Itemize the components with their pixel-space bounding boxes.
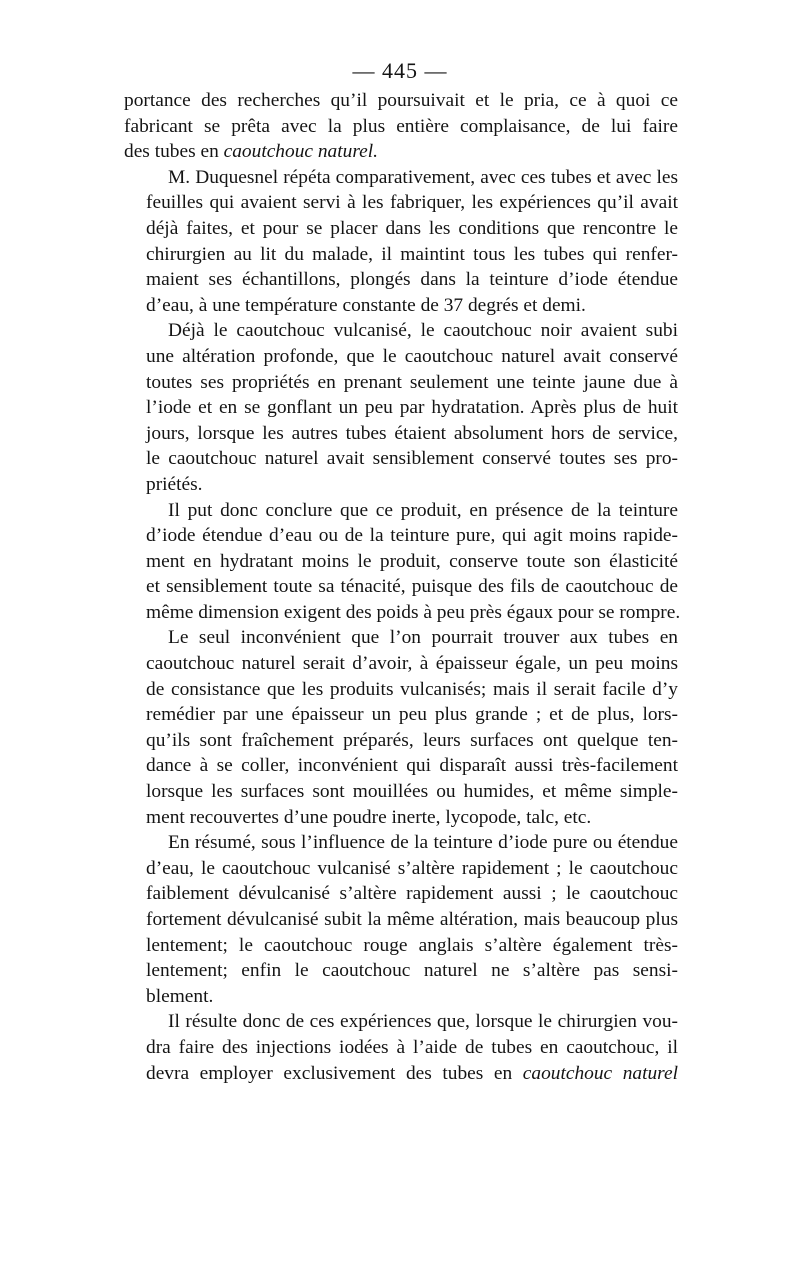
text-line: Il résulte donc de ces expériences que, lorsque le chirurgien vou-: [168, 1011, 678, 1033]
text-line: lorsque les surfaces sont mouillées ou humides, et même simple-: [146, 781, 678, 803]
text-line: l’iode et en se gonflant un peu par hydratation. Après plus de huit: [146, 397, 678, 419]
text-line: dra faire des injections iodées à l’aide de tubes en caoutchouc, il: [146, 1036, 678, 1058]
text-line: ment recouvertes d’une poudre inerte, lycopode, talc, etc.: [146, 806, 592, 828]
text-line: chirurgien au lit du malade, il maintint tous les tubes qui renfer-: [146, 243, 678, 265]
text-line: Il put donc conclure que ce produit, en présence de la teinture: [168, 499, 678, 521]
text-line: le caoutchouc naturel avait sensiblement conservé toutes ses pro-: [146, 448, 678, 470]
text-line: [124, 139, 678, 165]
paragraph-5: [124, 625, 678, 830]
paragraph-2: [124, 165, 678, 319]
text-line: portance des recherches qu’il poursuivait et le pria, ce à quoi ce: [124, 90, 678, 111]
paragraph-3: [124, 318, 678, 497]
text-line: feuilles qui avaient servi à les fabriquer, les expériences qu’il avait: [146, 192, 678, 214]
text-line: Le seul inconvénient que l’on pourrait trouver aux tubes en: [168, 627, 678, 649]
text-line: remédier par une épaisseur un peu plus grande ; et de plus, lors-: [146, 704, 678, 726]
text-line: faiblement dévulcanisé s’altère rapidement aussi ; le caoutchouc: [146, 883, 678, 905]
text-line: déjà faites, et pour se placer dans les conditions que rencontre le: [146, 217, 678, 239]
text-line: même dimension exigent des poids à peu près égaux pour se rompre.: [146, 601, 681, 623]
italic-term: caoutchouc naturel.: [223, 141, 378, 163]
text-line: [124, 1061, 678, 1087]
paragraph-1: [124, 88, 678, 165]
text-line: une altération profonde, que le caoutchouc naturel avait conservé: [146, 345, 678, 367]
text-line: de consistance que les produits vulcanisés; mais il serait facile d’y: [146, 678, 678, 700]
text-line: fortement dévulcanisé subit la même altération, mais beaucoup plus: [146, 909, 678, 930]
text-line: En résumé, sous l’influence de la teinture d’iode pure ou étendue: [168, 832, 678, 854]
paragraph-4: [124, 498, 681, 626]
text-run: devra employer exclusivement des tubes en: [146, 1062, 523, 1084]
italic-term: caoutchouc naturel: [522, 1062, 679, 1084]
text-line: priétés.: [146, 473, 203, 495]
text-line: Déjà le caoutchouc vulcanisé, le caoutchouc noir avaient subi: [168, 320, 678, 342]
body-text: [124, 88, 681, 1086]
text-line: caoutchouc naturel serait d’avoir, à épaisseur égale, un peu moins: [146, 653, 678, 675]
page-number: — 445 —: [352, 58, 448, 83]
text-line: dance à se coller, inconvénient qui disparaît aussi très-facilement: [146, 755, 678, 777]
text-line: toutes ses propriétés en prenant seulement une teinte jaune due à: [146, 371, 678, 393]
paragraph-7: [124, 1009, 678, 1086]
text-line: et sensiblement toute sa ténacité, puisque des fils de caoutchouc de: [146, 576, 678, 598]
text-line: d’iode étendue d’eau ou de la teinture pure, qui agit moins rapide-: [146, 525, 678, 547]
text-line: maient ses échantillons, plongés dans la teinture d’iode étendue: [146, 269, 678, 291]
text-line: lentement; le caoutchouc rouge anglais s’altère également très-: [146, 934, 678, 956]
text-line: fabricant se prêta avec la plus entière complaisance, de lui faire: [124, 115, 678, 137]
text-line: M. Duquesnel répéta comparativement, avec ces tubes et avec les: [168, 166, 678, 188]
text-line: lentement; enfin le caoutchouc naturel ne s’altère pas sensi-: [146, 960, 678, 982]
text-line: ment en hydratant moins le produit, conserve toute son élasticité: [146, 550, 678, 572]
text-line: d’eau, à une température constante de 37 degrés et demi.: [146, 294, 586, 316]
text-line: qu’ils sont fraîchement préparés, leurs surfaces ont quelque ten-: [146, 729, 678, 751]
text-line: jours, lorsque les autres tubes étaient absolument hors de service,: [146, 422, 678, 444]
paragraph-6: [124, 830, 678, 1009]
text-line: d’eau, le caoutchouc vulcanisé s’altère rapidement ; le caoutchouc: [146, 857, 678, 879]
text-line: blement.: [146, 985, 214, 1007]
text-run: des tubes en: [124, 141, 224, 163]
